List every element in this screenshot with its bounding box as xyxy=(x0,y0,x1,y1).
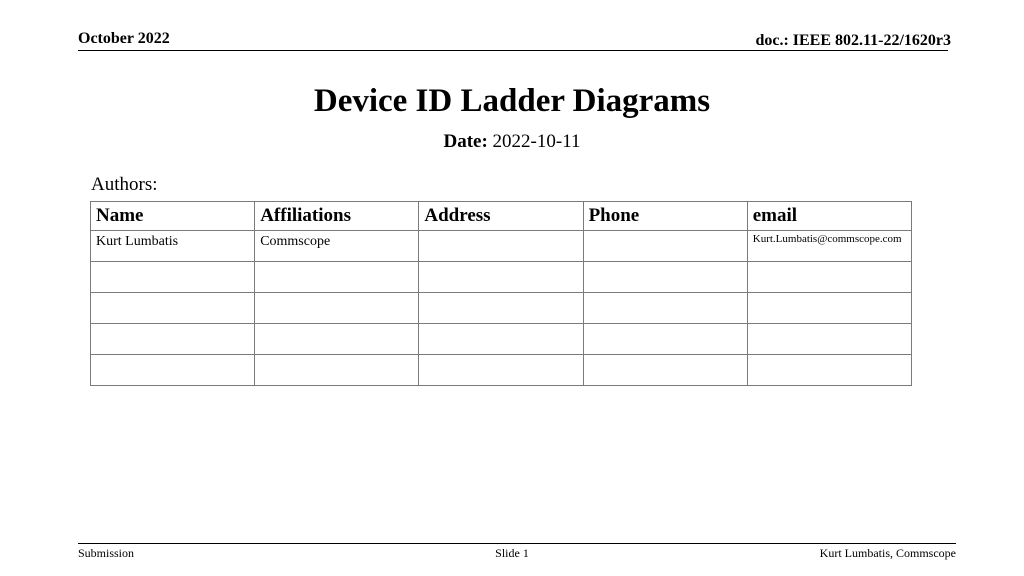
table-row xyxy=(91,231,912,262)
cell-phone xyxy=(583,355,747,386)
column-header-phone: Phone xyxy=(583,202,747,231)
cell-email: Kurt.Lumbatis@commscope.com xyxy=(747,231,911,262)
cell-affiliation xyxy=(255,324,419,355)
table-row xyxy=(91,293,912,324)
column-header-affiliations: Affiliations xyxy=(255,202,419,231)
cell-affiliation: Commscope xyxy=(255,231,419,262)
cell-email xyxy=(747,324,911,355)
table-row xyxy=(91,355,912,386)
cell-affiliation xyxy=(255,262,419,293)
cell-name: Kurt Lumbatis xyxy=(91,231,255,262)
table-header-row xyxy=(91,202,912,231)
footer-submission: Submission xyxy=(78,546,135,560)
table-row xyxy=(91,324,912,355)
date-label: Date: xyxy=(443,131,488,152)
cell-phone xyxy=(583,231,747,262)
column-header-name: Name xyxy=(91,202,255,231)
cell-email xyxy=(747,293,911,324)
footer-author: Kurt Lumbatis, Commscope xyxy=(819,546,956,560)
date-value: 2022-10-11 xyxy=(492,131,581,152)
footer-divider xyxy=(78,543,956,544)
header-divider xyxy=(78,50,948,51)
cell-address xyxy=(419,293,583,324)
header-date: October 2022 xyxy=(78,30,170,47)
cell-address xyxy=(419,231,583,262)
cell-affiliation xyxy=(255,355,419,386)
cell-name xyxy=(91,324,255,355)
cell-address xyxy=(419,355,583,386)
cell-affiliation xyxy=(255,293,419,324)
authors-table xyxy=(90,201,912,386)
footer-slide-number: Slide 1 xyxy=(495,546,529,560)
cell-address xyxy=(419,324,583,355)
cell-name xyxy=(91,293,255,324)
cell-address xyxy=(419,262,583,293)
table-row xyxy=(91,262,912,293)
cell-email xyxy=(747,355,911,386)
cell-name xyxy=(91,262,255,293)
column-header-email: email xyxy=(747,202,911,231)
authors-label: Authors: xyxy=(91,174,158,195)
date-line xyxy=(0,131,1024,153)
column-header-address: Address xyxy=(419,202,583,231)
cell-name xyxy=(91,355,255,386)
header-doc-id: doc.: IEEE 802.11-22/1620r3 xyxy=(755,32,951,49)
slide-title: Device ID Ladder Diagrams xyxy=(313,83,711,119)
cell-phone xyxy=(583,324,747,355)
cell-phone xyxy=(583,293,747,324)
cell-email xyxy=(747,262,911,293)
cell-phone xyxy=(583,262,747,293)
